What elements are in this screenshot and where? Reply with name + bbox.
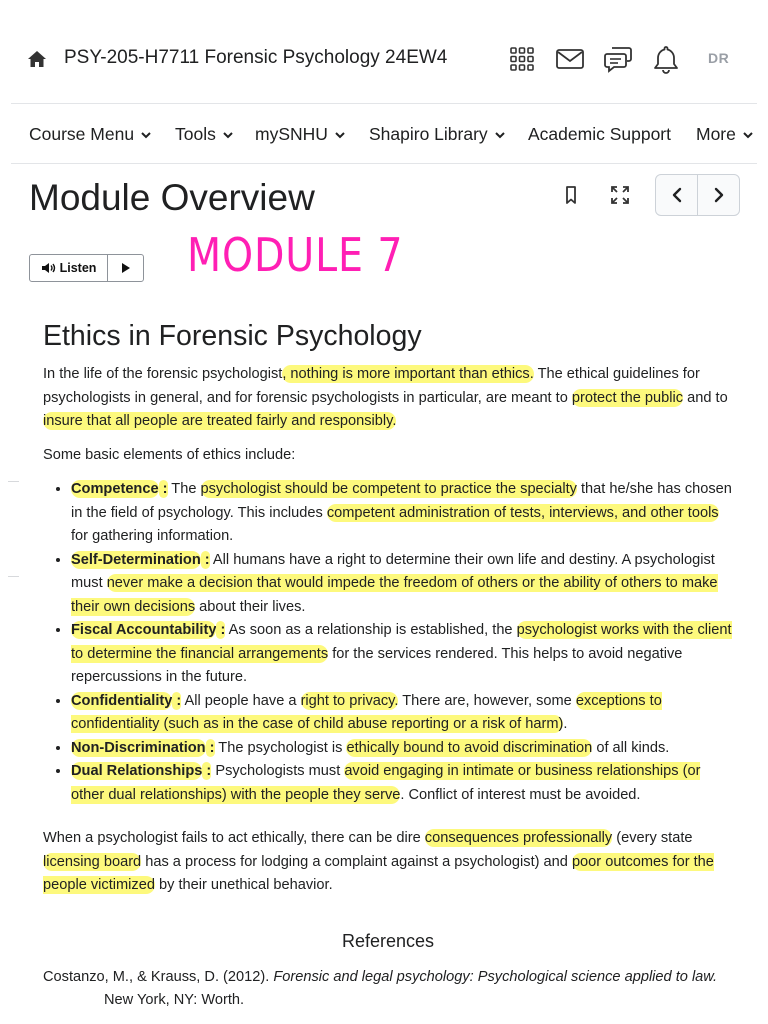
mail-icon[interactable]: [554, 42, 586, 76]
term-separator: :: [216, 622, 226, 638]
listen-widget: [29, 254, 144, 282]
bookmark-icon[interactable]: [562, 185, 580, 205]
module-annotation: MODULE 7: [187, 228, 404, 282]
article-heading: Ethics in Forensic Psychology: [43, 320, 422, 352]
list-item: [71, 690, 733, 737]
chat-icon[interactable]: [602, 42, 634, 76]
nav-item-label: mySNHU: [255, 124, 328, 144]
listen-label: Listen: [59, 261, 97, 275]
highlighted-text: insure that all people are treated fairly and responsibly.: [43, 413, 397, 429]
ethics-elements-list: [71, 478, 733, 807]
ethics-term: Fiscal Accountability: [71, 622, 217, 638]
elements-intro: Some basic elements of ethics include:: [43, 446, 296, 463]
user-avatar[interactable]: DR: [708, 50, 730, 66]
previous-topic-button[interactable]: [656, 175, 697, 215]
nav-item-label: Shapiro Library: [369, 124, 488, 144]
text-run: .: [563, 716, 568, 732]
ethics-term: Competence: [71, 481, 159, 497]
edge-mark: [8, 576, 19, 577]
term-separator: :: [172, 692, 182, 709]
reference-title: Forensic and legal psychology: Psychological science applied to law.: [273, 968, 718, 985]
text-run: There are, however, some: [398, 692, 576, 709]
text-run: In the life of the forensic psychologist: [43, 366, 283, 382]
nav-shapiro-library[interactable]: [369, 124, 506, 145]
apps-grid-icon[interactable]: [506, 42, 538, 76]
home-icon[interactable]: [27, 50, 47, 68]
highlighted-text: consequences professionally: [424, 830, 613, 846]
closing-paragraph: [43, 827, 733, 898]
references-heading: References: [341, 930, 435, 951]
nav-item-label: Academic Support: [528, 124, 671, 144]
intro-paragraph: [43, 363, 733, 434]
text-run: The ethical guidelines for psychologists in general, and for forensic psychologists in particular, are meant to: [43, 366, 700, 406]
text-run: has a process for lodging a complaint against a psychologist) and: [141, 853, 572, 870]
ethics-term: Self-Determination: [71, 551, 201, 568]
text-run: As soon as a relationship is established, the: [225, 622, 517, 638]
fullscreen-icon[interactable]: [610, 185, 630, 205]
ethics-term: Non-Discrimination: [71, 739, 206, 756]
nav-academic-support[interactable]: [528, 124, 671, 145]
reference-publisher: New York, NY: Worth.: [104, 992, 245, 1008]
chevron-down-icon: [222, 129, 234, 141]
play-icon: [121, 262, 131, 274]
chevron-down-icon: [742, 129, 754, 141]
nav-mysnhu[interactable]: [255, 124, 346, 145]
ethics-term: Confidentiality: [71, 692, 173, 709]
text-run: for the services rendered. This helps to avoid negative repercussions in the future.: [71, 645, 683, 685]
chevron-down-icon: [494, 129, 506, 141]
chevron-down-icon: [140, 129, 152, 141]
highlighted-text: licensing board: [43, 853, 142, 870]
text-run: All people have a: [181, 692, 301, 709]
reference-authors: Costanzo, M., & Krauss, D. (2012).: [43, 968, 274, 985]
nav-tools[interactable]: [175, 124, 234, 145]
nav-item-label: More: [696, 124, 736, 144]
highlighted-text: , nothing is more important than ethics.: [282, 366, 534, 382]
highlighted-text: avoid engaging in intimate or business relationships (or other dual relationships) with the people they serve: [71, 763, 701, 803]
bell-icon[interactable]: [650, 42, 682, 76]
highlighted-text: exceptions to confidentiality (such as in the case of child abuse reporting or a risk of harm): [71, 692, 662, 732]
list-item: [71, 549, 733, 620]
text-run: The: [167, 481, 201, 497]
nav-more[interactable]: [696, 124, 754, 145]
highlighted-text: psychologist works with the client to determine the financial arrangements: [71, 622, 732, 662]
text-run: All humans have a right to determine their own life and destiny. A psychologist must: [71, 551, 715, 591]
chevron-down-icon: [334, 129, 346, 141]
highlighted-text: right to privacy.: [300, 692, 399, 709]
edge-mark: [8, 481, 19, 482]
text-run: by their unethical behavior.: [154, 877, 333, 893]
reference-entry: [43, 966, 733, 1013]
list-item: [71, 760, 733, 807]
term-separator: :: [200, 551, 210, 568]
text-run: for gathering information.: [71, 528, 234, 544]
term-separator: :: [202, 763, 212, 779]
course-title[interactable]: PSY-205-H7711 Forensic Psychology 24EW4: [64, 47, 448, 68]
text-run: Psychologists must: [211, 763, 345, 779]
highlighted-text: poor outcomes for the people victimized: [43, 853, 714, 893]
term-separator: :: [158, 481, 168, 497]
highlighted-text: psychologist should be competent to practice the specialty: [200, 481, 577, 497]
term-separator: :: [205, 739, 215, 756]
list-item: [71, 619, 733, 690]
text-run: The psychologist is: [214, 739, 347, 756]
chevron-right-icon: [712, 187, 726, 203]
next-topic-button[interactable]: [698, 175, 739, 215]
text-run: that he/she has chosen in the field of psychology. This includes: [71, 481, 732, 521]
listen-button[interactable]: [30, 255, 108, 281]
top-bar: [0, 0, 768, 104]
topic-pager: [655, 174, 740, 216]
list-item: [71, 737, 733, 761]
page-title: Module Overview: [29, 177, 315, 218]
chevron-left-icon: [670, 187, 684, 203]
text-run: and to: [683, 389, 728, 406]
text-run: of all kinds.: [592, 739, 670, 756]
ethics-term: Dual Relationships: [71, 763, 203, 779]
highlighted-text: protect the public: [571, 389, 684, 406]
nav-divider: [11, 163, 757, 164]
text-run: about their lives.: [195, 598, 306, 615]
nav-course-menu[interactable]: [29, 124, 152, 145]
highlighted-text: never make a decision that would impede the freedom of others or the ability of others to make their own decisions: [71, 575, 718, 615]
text-run: . Conflict of interest must be avoided.: [400, 786, 641, 803]
highlighted-text: ethically bound to avoid discrimination: [346, 739, 593, 756]
course-navbar: [0, 104, 768, 163]
text-run: (every state: [612, 830, 693, 846]
article-content: [43, 320, 733, 1013]
text-run: When a psychologist fails to act ethically, there can be dire: [43, 830, 425, 846]
highlighted-text: competent administration of tests, interviews, and other tools: [326, 504, 719, 521]
speaker-icon: [41, 262, 57, 274]
nav-item-label: Tools: [175, 124, 216, 144]
nav-item-label: Course Menu: [29, 124, 135, 144]
play-button[interactable]: [108, 255, 143, 281]
list-item: [71, 478, 733, 549]
